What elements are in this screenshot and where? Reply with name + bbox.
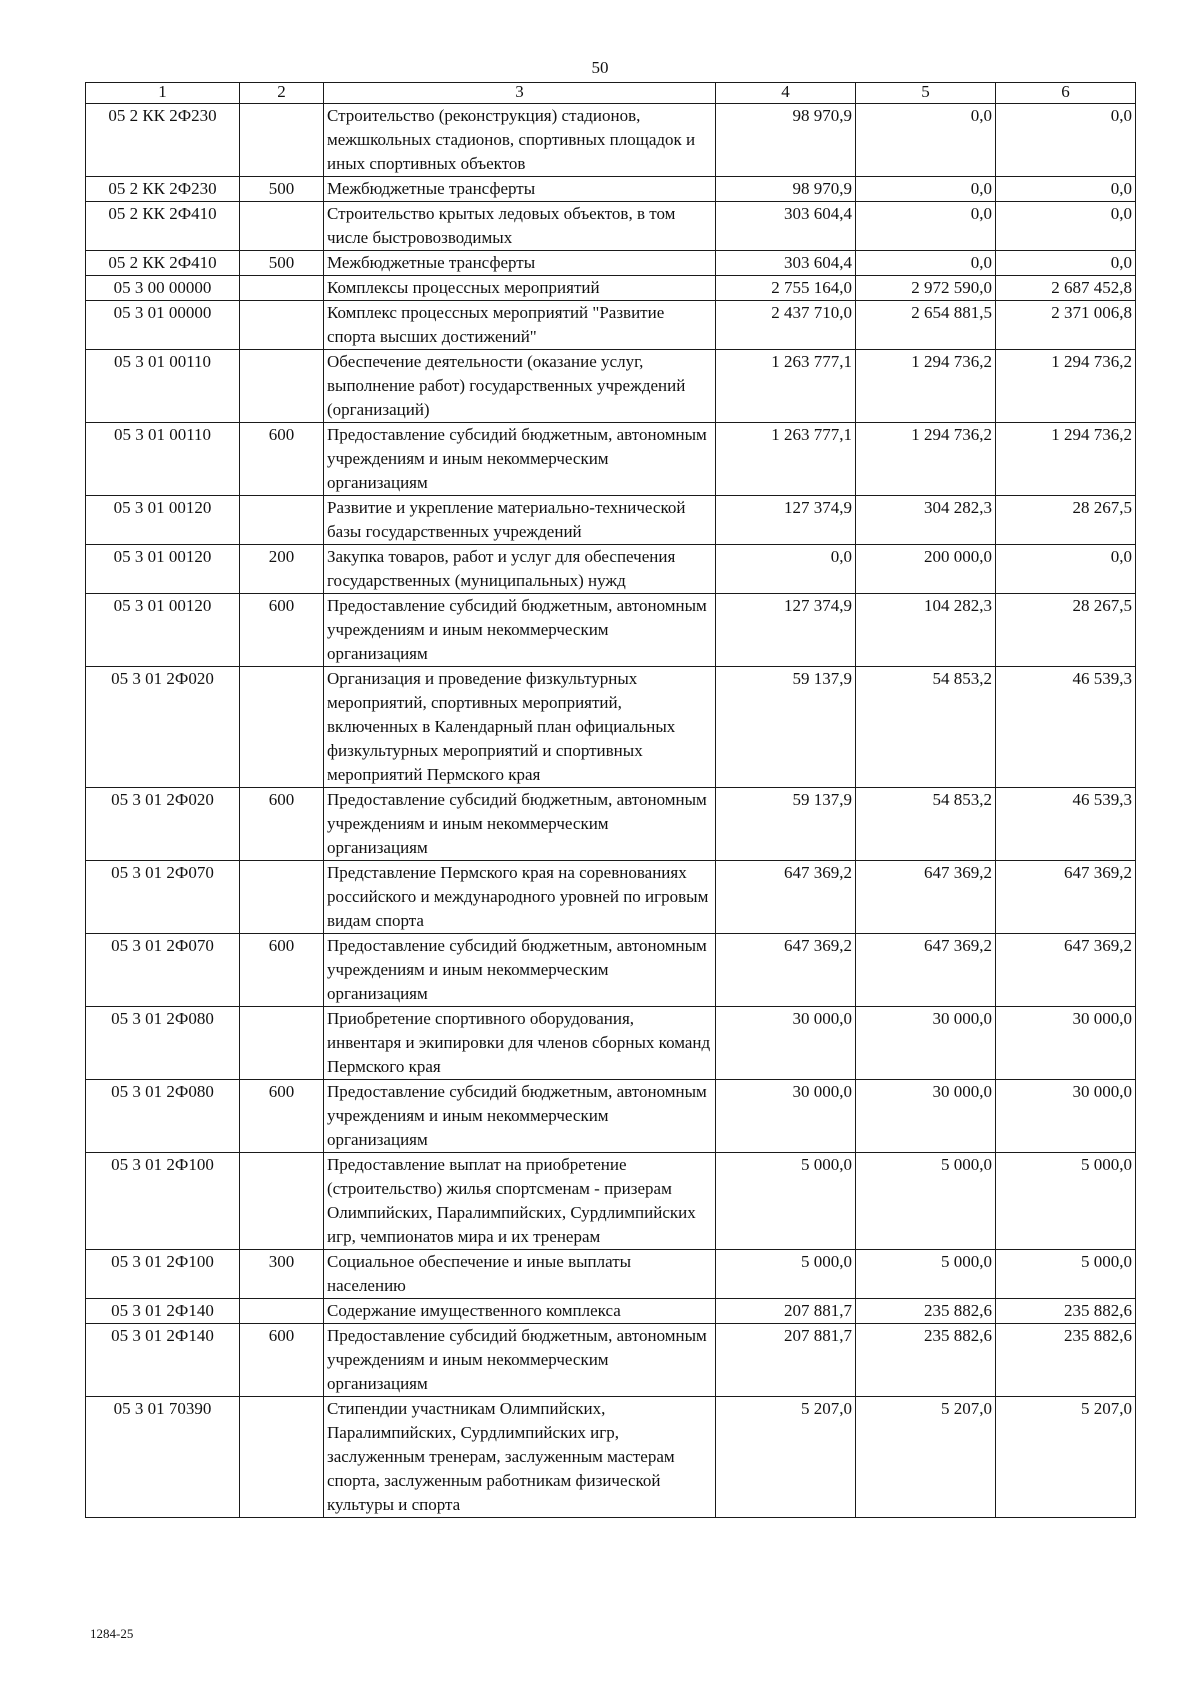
row-code: 05 3 01 2Ф070 <box>86 861 240 934</box>
row-amount-col5: 0,0 <box>856 104 996 177</box>
row-amount-col6: 1 294 736,2 <box>996 350 1136 423</box>
row-amount-col6: 30 000,0 <box>996 1080 1136 1153</box>
row-code: 05 3 01 2Ф070 <box>86 934 240 1007</box>
row-expense-type <box>240 1299 324 1324</box>
table-row <box>86 667 1136 788</box>
row-description: Закупка товаров, работ и услуг для обеспечения государственных (муниципальных) нужд <box>324 545 716 594</box>
table-row <box>86 202 1136 251</box>
row-amount-col5: 30 000,0 <box>856 1007 996 1080</box>
row-amount-col6: 46 539,3 <box>996 788 1136 861</box>
row-expense-type: 300 <box>240 1250 324 1299</box>
row-code: 05 3 01 00110 <box>86 350 240 423</box>
row-code: 05 3 01 00000 <box>86 301 240 350</box>
row-code: 05 3 01 2Ф020 <box>86 788 240 861</box>
row-amount-col4: 1 263 777,1 <box>716 423 856 496</box>
row-code: 05 3 01 00120 <box>86 594 240 667</box>
row-description: Строительство (реконструкция) стадионов, межшкольных стадионов, спортивных площадок и иных спортивных объектов <box>324 104 716 177</box>
row-amount-col6: 28 267,5 <box>996 496 1136 545</box>
row-expense-type <box>240 1397 324 1518</box>
row-expense-type: 600 <box>240 788 324 861</box>
row-amount-col5: 304 282,3 <box>856 496 996 545</box>
row-amount-col4: 30 000,0 <box>716 1080 856 1153</box>
row-description: Предоставление субсидий бюджетным, автономным учреждениям и иным некоммерческим организациям <box>324 1324 716 1397</box>
row-amount-col6: 5 000,0 <box>996 1250 1136 1299</box>
row-expense-type <box>240 496 324 545</box>
row-amount-col4: 98 970,9 <box>716 177 856 202</box>
row-amount-col4: 127 374,9 <box>716 594 856 667</box>
row-amount-col5: 0,0 <box>856 202 996 251</box>
row-expense-type <box>240 350 324 423</box>
row-amount-col4: 647 369,2 <box>716 861 856 934</box>
table-row <box>86 276 1136 301</box>
row-expense-type: 600 <box>240 423 324 496</box>
row-amount-col4: 5 000,0 <box>716 1153 856 1250</box>
row-amount-col5: 235 882,6 <box>856 1324 996 1397</box>
row-code: 05 2 КК 2Ф410 <box>86 251 240 276</box>
row-description: Приобретение спортивного оборудования, инвентаря и экипировки для членов сборных команд Пермского края <box>324 1007 716 1080</box>
row-amount-col6: 2 371 006,8 <box>996 301 1136 350</box>
row-amount-col4: 1 263 777,1 <box>716 350 856 423</box>
row-description: Содержание имущественного комплекса <box>324 1299 716 1324</box>
row-amount-col4: 207 881,7 <box>716 1324 856 1397</box>
column-header: 2 <box>240 83 324 104</box>
row-amount-col4: 207 881,7 <box>716 1299 856 1324</box>
row-amount-col6: 5 207,0 <box>996 1397 1136 1518</box>
row-amount-col5: 1 294 736,2 <box>856 423 996 496</box>
row-amount-col4: 30 000,0 <box>716 1007 856 1080</box>
row-amount-col6: 235 882,6 <box>996 1299 1136 1324</box>
row-amount-col4: 303 604,4 <box>716 251 856 276</box>
table-row <box>86 934 1136 1007</box>
row-amount-col6: 0,0 <box>996 202 1136 251</box>
row-amount-col5: 647 369,2 <box>856 861 996 934</box>
table-row <box>86 104 1136 177</box>
row-amount-col6: 46 539,3 <box>996 667 1136 788</box>
row-code: 05 3 01 00110 <box>86 423 240 496</box>
row-description: Предоставление субсидий бюджетным, автономным учреждениям и иным некоммерческим организациям <box>324 934 716 1007</box>
row-expense-type: 600 <box>240 934 324 1007</box>
table-row <box>86 1007 1136 1080</box>
row-expense-type <box>240 202 324 251</box>
row-description: Предоставление выплат на приобретение (строительство) жилья спортсменам - призерам Олимпийских, Паралимпийских, Сурдлимпийских игр, чемпионатов мира и их тренерам <box>324 1153 716 1250</box>
row-amount-col5: 1 294 736,2 <box>856 350 996 423</box>
row-code: 05 3 01 2Ф080 <box>86 1080 240 1153</box>
document-id: 1284-25 <box>90 1626 134 1641</box>
row-expense-type <box>240 1153 324 1250</box>
row-amount-col4: 2 755 164,0 <box>716 276 856 301</box>
row-amount-col6: 0,0 <box>996 177 1136 202</box>
row-code: 05 2 КК 2Ф230 <box>86 104 240 177</box>
row-amount-col4: 59 137,9 <box>716 667 856 788</box>
row-amount-col5: 104 282,3 <box>856 594 996 667</box>
row-amount-col4: 127 374,9 <box>716 496 856 545</box>
row-description: Обеспечение деятельности (оказание услуг, выполнение работ) государственных учреждений (организаций) <box>324 350 716 423</box>
table-row <box>86 423 1136 496</box>
row-description: Организация и проведение физкультурных мероприятий, спортивных мероприятий, включенных в Календарный план официальных физкультурных мероприятий и спортивных мероприятий Пермского края <box>324 667 716 788</box>
row-description: Предоставление субсидий бюджетным, автономным учреждениям и иным некоммерческим организациям <box>324 1080 716 1153</box>
row-amount-col5: 30 000,0 <box>856 1080 996 1153</box>
column-header: 4 <box>716 83 856 104</box>
row-description: Социальное обеспечение и иные выплаты населению <box>324 1250 716 1299</box>
row-amount-col6: 1 294 736,2 <box>996 423 1136 496</box>
row-amount-col5: 0,0 <box>856 251 996 276</box>
row-code: 05 3 01 00120 <box>86 545 240 594</box>
row-expense-type: 500 <box>240 177 324 202</box>
row-description: Развитие и укрепление материально-технической базы государственных учреждений <box>324 496 716 545</box>
row-amount-col6: 647 369,2 <box>996 861 1136 934</box>
row-amount-col5: 54 853,2 <box>856 667 996 788</box>
row-amount-col5: 2 654 881,5 <box>856 301 996 350</box>
row-description: Межбюджетные трансферты <box>324 251 716 276</box>
row-amount-col4: 5 000,0 <box>716 1250 856 1299</box>
page-number: 50 <box>591 58 609 77</box>
header-row <box>86 83 1136 104</box>
row-expense-type: 200 <box>240 545 324 594</box>
row-code: 05 2 КК 2Ф410 <box>86 202 240 251</box>
row-amount-col5: 5 207,0 <box>856 1397 996 1518</box>
row-description: Предоставление субсидий бюджетным, автономным учреждениям и иным некоммерческим организациям <box>324 423 716 496</box>
table-row <box>86 496 1136 545</box>
row-amount-col5: 2 972 590,0 <box>856 276 996 301</box>
column-header: 1 <box>86 83 240 104</box>
row-expense-type <box>240 104 324 177</box>
row-description: Предоставление субсидий бюджетным, автономным учреждениям и иным некоммерческим организациям <box>324 788 716 861</box>
row-amount-col6: 0,0 <box>996 251 1136 276</box>
row-code: 05 3 00 00000 <box>86 276 240 301</box>
row-expense-type: 600 <box>240 594 324 667</box>
row-amount-col6: 235 882,6 <box>996 1324 1136 1397</box>
table-row <box>86 1397 1136 1518</box>
row-code: 05 3 01 00120 <box>86 496 240 545</box>
row-expense-type: 600 <box>240 1080 324 1153</box>
row-amount-col4: 5 207,0 <box>716 1397 856 1518</box>
row-description: Комплексы процессных мероприятий <box>324 276 716 301</box>
row-code: 05 3 01 2Ф100 <box>86 1153 240 1250</box>
row-amount-col5: 0,0 <box>856 177 996 202</box>
column-header: 6 <box>996 83 1136 104</box>
row-expense-type <box>240 276 324 301</box>
row-expense-type: 500 <box>240 251 324 276</box>
row-code: 05 2 КК 2Ф230 <box>86 177 240 202</box>
table-row <box>86 1153 1136 1250</box>
row-amount-col6: 0,0 <box>996 545 1136 594</box>
row-amount-col5: 5 000,0 <box>856 1250 996 1299</box>
table-row <box>86 545 1136 594</box>
table-row <box>86 1250 1136 1299</box>
table-row <box>86 788 1136 861</box>
row-expense-type <box>240 1007 324 1080</box>
row-amount-col4: 303 604,4 <box>716 202 856 251</box>
table-row <box>86 1299 1136 1324</box>
row-amount-col4: 0,0 <box>716 545 856 594</box>
row-code: 05 3 01 2Ф020 <box>86 667 240 788</box>
row-amount-col5: 235 882,6 <box>856 1299 996 1324</box>
row-code: 05 3 01 2Ф100 <box>86 1250 240 1299</box>
row-code: 05 3 01 2Ф080 <box>86 1007 240 1080</box>
row-description: Комплекс процессных мероприятий "Развитие спорта высших достижений" <box>324 301 716 350</box>
row-expense-type <box>240 861 324 934</box>
row-code: 05 3 01 2Ф140 <box>86 1299 240 1324</box>
table-row <box>86 177 1136 202</box>
row-description: Стипендии участникам Олимпийских, Паралимпийских, Сурдлимпийских игр, заслуженным тренерам, заслуженным мастерам спорта, заслуженным работникам физической культуры и спорта <box>324 1397 716 1518</box>
row-amount-col6: 0,0 <box>996 104 1136 177</box>
row-amount-col4: 59 137,9 <box>716 788 856 861</box>
table-row <box>86 594 1136 667</box>
row-expense-type <box>240 301 324 350</box>
row-amount-col5: 200 000,0 <box>856 545 996 594</box>
row-expense-type: 600 <box>240 1324 324 1397</box>
table-row <box>86 1324 1136 1397</box>
row-description: Межбюджетные трансферты <box>324 177 716 202</box>
row-amount-col6: 647 369,2 <box>996 934 1136 1007</box>
column-header: 5 <box>856 83 996 104</box>
row-amount-col4: 2 437 710,0 <box>716 301 856 350</box>
budget-table <box>85 82 1136 1518</box>
row-code: 05 3 01 2Ф140 <box>86 1324 240 1397</box>
column-header: 3 <box>324 83 716 104</box>
row-amount-col5: 647 369,2 <box>856 934 996 1007</box>
row-amount-col6: 28 267,5 <box>996 594 1136 667</box>
row-description: Строительство крытых ледовых объектов, в том числе быстровозводимых <box>324 202 716 251</box>
row-description: Предоставление субсидий бюджетным, автономным учреждениям и иным некоммерческим организациям <box>324 594 716 667</box>
table-row <box>86 861 1136 934</box>
row-amount-col6: 2 687 452,8 <box>996 276 1136 301</box>
row-description: Представление Пермского края на соревнованиях российского и международного уровней по игровым видам спорта <box>324 861 716 934</box>
table-row <box>86 350 1136 423</box>
table-row <box>86 301 1136 350</box>
table-row <box>86 1080 1136 1153</box>
row-amount-col6: 30 000,0 <box>996 1007 1136 1080</box>
table-body <box>86 104 1136 1518</box>
row-code: 05 3 01 70390 <box>86 1397 240 1518</box>
row-amount-col5: 5 000,0 <box>856 1153 996 1250</box>
row-amount-col4: 647 369,2 <box>716 934 856 1007</box>
row-amount-col6: 5 000,0 <box>996 1153 1136 1250</box>
row-amount-col4: 98 970,9 <box>716 104 856 177</box>
row-expense-type <box>240 667 324 788</box>
table-row <box>86 251 1136 276</box>
row-amount-col5: 54 853,2 <box>856 788 996 861</box>
